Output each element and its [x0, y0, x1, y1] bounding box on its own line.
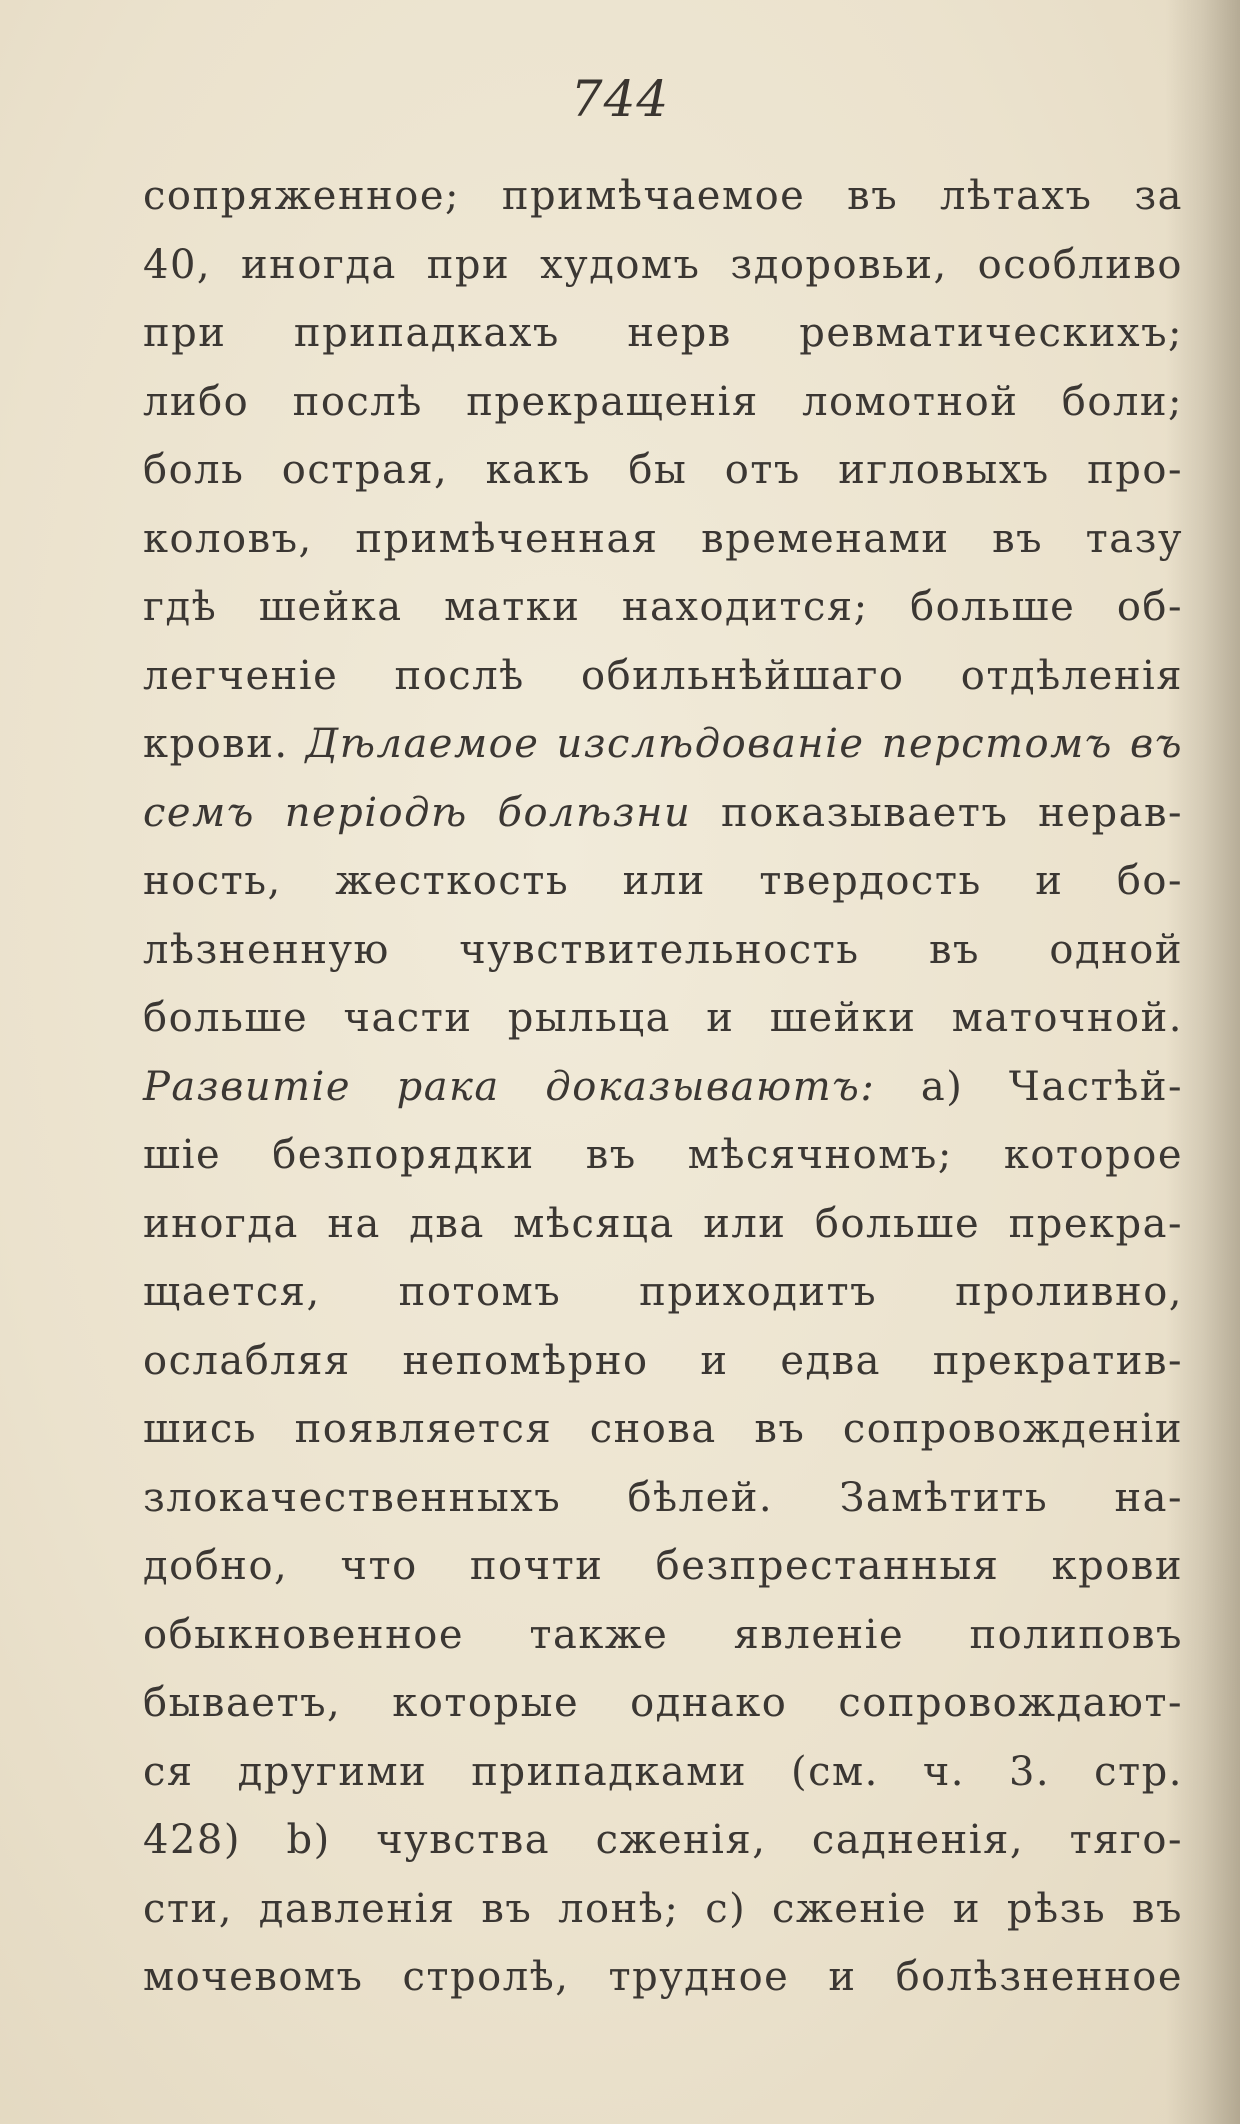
text-segment: a) Частѣй-: [875, 1063, 1183, 1110]
text-line: ность, жесткость или твердость и бо-: [143, 858, 1183, 904]
text-line: ся другими припадками (см. ч. 3. стр.: [143, 1748, 1183, 1795]
text-line: больше части рыльца и шейки маточной.: [143, 995, 1183, 1041]
text-line: щается, потомъ приходитъ проливно,: [143, 1269, 1183, 1315]
text-segment: показываетъ нерав-: [691, 789, 1183, 836]
text-line: [143, 779, 1183, 848]
text-line: обыкновенное также явленіе полиповъ: [143, 1611, 1183, 1658]
italic-text-segment: семъ періодѣ болѣзни: [143, 789, 692, 836]
text-line: [143, 1053, 1183, 1122]
text-line: шіе безпорядки въ мѣсячномъ; которое: [143, 1132, 1183, 1178]
text-line: бываетъ, которые однако сопровождают-: [143, 1680, 1183, 1726]
text-line: 40, иногда при худомъ здоровьи, особливо: [143, 241, 1183, 288]
text-line: добно, что почти безпрестанныя крови: [143, 1543, 1183, 1589]
body-text: [143, 162, 1183, 2012]
text-line: 428) b) чувства сженія, садненія, тяго-: [143, 1817, 1183, 1863]
text-line: [143, 710, 1183, 779]
text-line: гдѣ шейка матки находится; больше об-: [143, 584, 1183, 630]
text-line: мочевомъ стролѣ, трудное и болѣзненное: [143, 1954, 1183, 2000]
text-line: при припадкахъ нерв ревматическихъ;: [143, 310, 1183, 356]
text-line: легченіе послѣ обильнѣйшаго отдѣленія: [143, 652, 1183, 699]
italic-text-segment: Дѣлаемое изслѣдованіе перстомъ въ: [305, 721, 1183, 767]
text-line: иногда на два мѣсяца или больше прекра-: [143, 1200, 1183, 1247]
text-segment: крови.: [143, 721, 306, 767]
text-line: злокачественныхъ бѣлей. Замѣтить на-: [143, 1474, 1183, 1521]
text-line: шись появляется снова въ сопровожденіи: [143, 1406, 1183, 1452]
text-line: коловъ, примѣченная временами въ тазу: [143, 515, 1183, 562]
page-number: 744: [570, 70, 670, 128]
text-line: сти, давленія въ лонѣ; c) сженіе и рѣзь въ: [143, 1885, 1183, 1932]
text-line: ослабляя непомѣрно и едва прекратив-: [143, 1337, 1183, 1384]
text-line: сопряженное; примѣчаемое въ лѣтахъ за: [143, 173, 1183, 219]
text-line: лѣзненную чувствительность въ одной: [143, 926, 1183, 973]
italic-text-segment: Развитіе рака доказываютъ:: [143, 1063, 876, 1110]
text-line: либо послѣ прекращенія ломотной боли;: [143, 378, 1183, 425]
text-line: боль острая, какъ бы отъ игловыхъ про-: [143, 447, 1183, 493]
